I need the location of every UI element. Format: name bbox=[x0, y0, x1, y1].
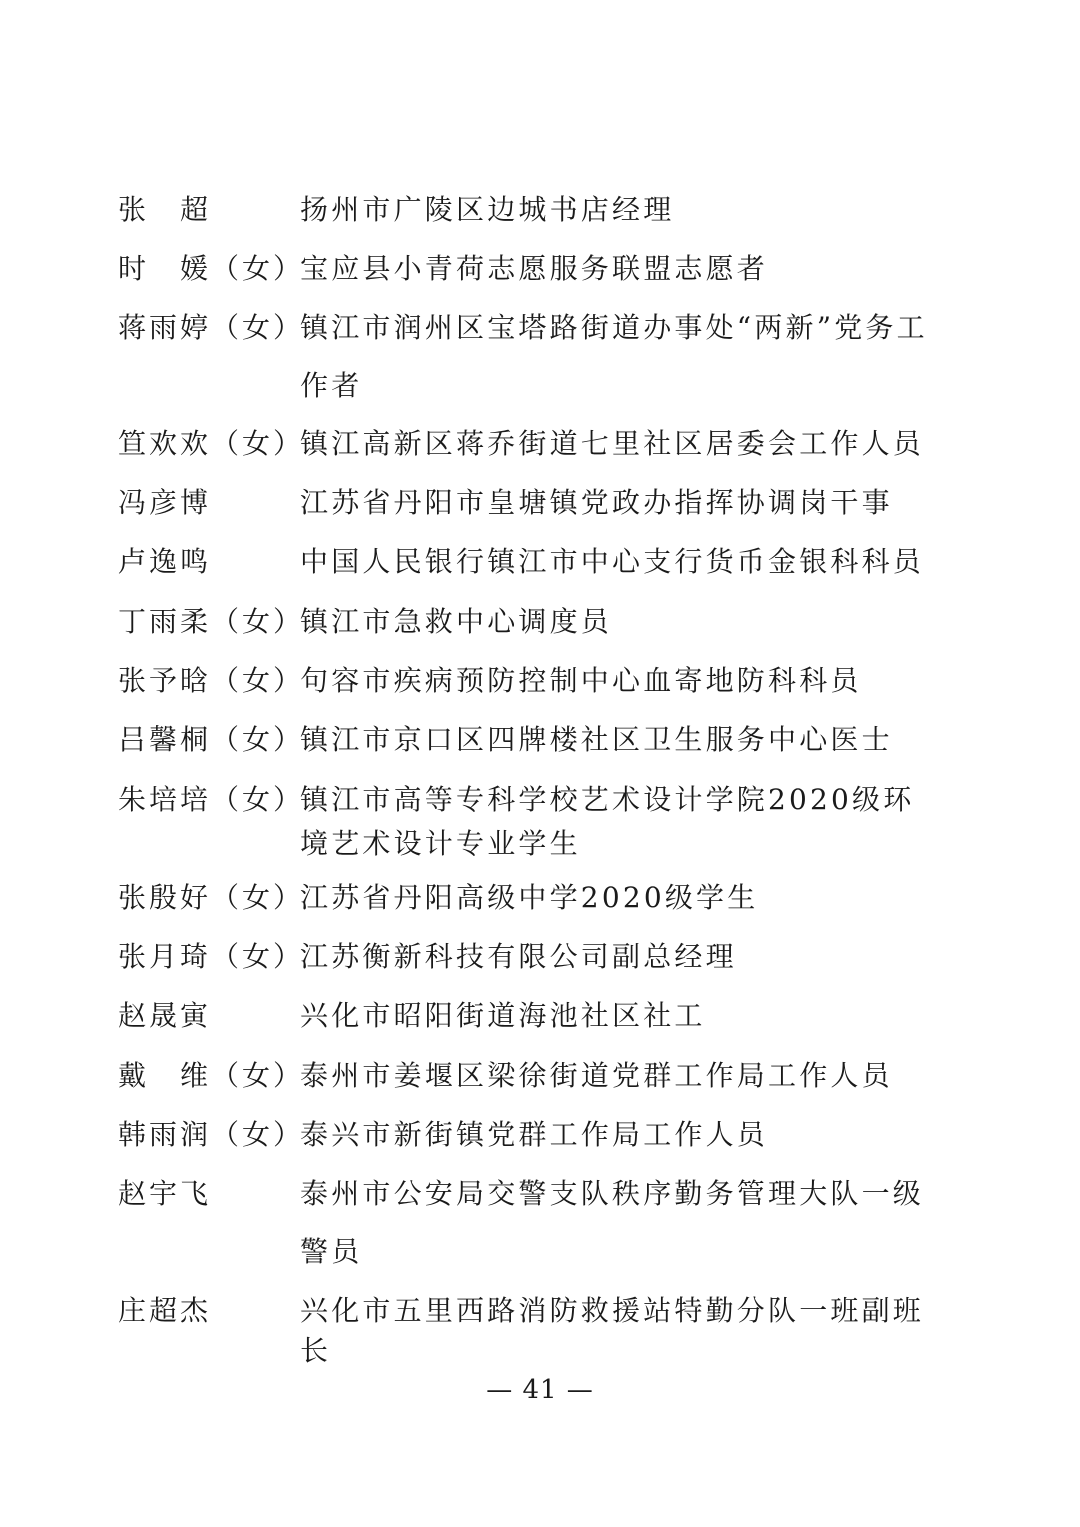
person-name: 笪欢欢（女） bbox=[118, 427, 305, 460]
person-name: 韩雨润（女） bbox=[118, 1118, 305, 1151]
person-name: 张月琦（女） bbox=[118, 940, 305, 973]
person-title: 江苏省丹阳高级中学2020级学生 bbox=[300, 881, 759, 914]
person-name: 朱培培（女） bbox=[118, 783, 305, 816]
person-name: 张殷好（女） bbox=[118, 881, 305, 914]
person-title: 兴化市昭阳街道海池社区社工 bbox=[300, 999, 706, 1032]
person-title: 泰兴市新街镇党群工作局工作人员 bbox=[300, 1118, 769, 1151]
person-title: 镇江市急救中心调度员 bbox=[300, 605, 613, 638]
person-title: 镇江市润州区宝塔路街道办事处“两新”党务工作者 bbox=[300, 311, 928, 402]
person-name: 丁雨柔（女） bbox=[118, 605, 305, 638]
person-title: 镇江高新区蒋乔街道七里社区居委会工作人员 bbox=[300, 427, 925, 460]
person-name: 张 超 bbox=[118, 193, 212, 226]
person-name: 时 媛（女） bbox=[118, 252, 305, 285]
person-name: 卢逸鸣 bbox=[118, 545, 212, 578]
person-title: 中国人民银行镇江市中心支行货币金银科科员 bbox=[300, 545, 925, 578]
person-name: 庄超杰 bbox=[118, 1294, 212, 1327]
person-title: 镇江市高等专科学校艺术设计学院2020级环境艺术设计专业学生 bbox=[300, 783, 915, 860]
person-title: 扬州市广陵区边城书店经理 bbox=[300, 193, 675, 226]
person-title: 宝应县小青荷志愿服务联盟志愿者 bbox=[300, 252, 769, 285]
person-title: 兴化市五里西路消防救援站特勤分队一班副班长 bbox=[300, 1294, 925, 1367]
person-title: 泰州市公安局交警支队秩序勤务管理大队一级警员 bbox=[300, 1177, 925, 1268]
person-title: 泰州市姜堰区梁徐街道党群工作局工作人员 bbox=[300, 1059, 893, 1092]
person-name: 冯彦博 bbox=[118, 486, 212, 519]
person-name: 赵晟寅 bbox=[118, 999, 212, 1032]
person-title: 江苏省丹阳市皇塘镇党政办指挥协调岗干事 bbox=[300, 486, 893, 519]
person-name: 赵宇飞 bbox=[118, 1177, 212, 1210]
person-name: 蒋雨婷（女） bbox=[118, 311, 305, 344]
page-number: — 41 — bbox=[486, 1375, 594, 1405]
person-name: 戴 维（女） bbox=[118, 1059, 305, 1092]
person-title: 江苏衡新科技有限公司副总经理 bbox=[300, 940, 737, 973]
person-name: 吕馨桐（女） bbox=[118, 723, 305, 756]
person-name: 张予晗（女） bbox=[118, 664, 305, 697]
person-title: 句容市疾病预防控制中心血寄地防科科员 bbox=[300, 664, 862, 697]
person-title: 镇江市京口区四牌楼社区卫生服务中心医士 bbox=[300, 723, 893, 756]
